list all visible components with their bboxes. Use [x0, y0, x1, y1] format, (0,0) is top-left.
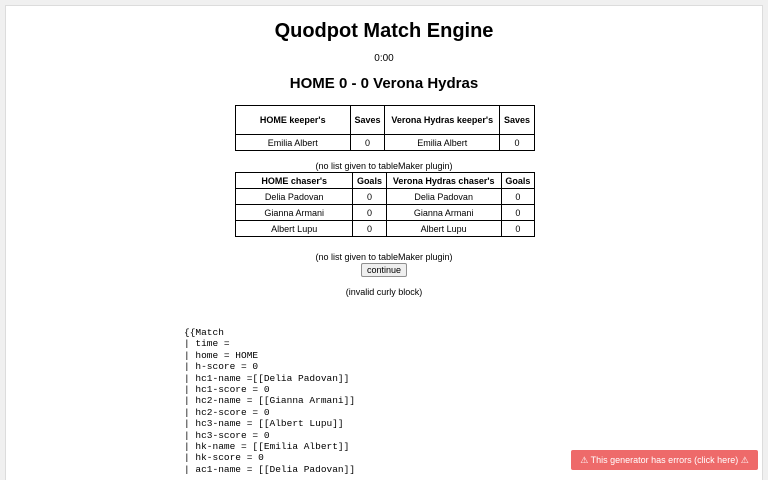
invalid-block-note: (invalid curly block): [345, 287, 423, 297]
away-chaser-name: Delia Padovan: [386, 189, 501, 205]
away-chaser-name: Gianna Armani: [386, 205, 501, 221]
home-keeper-saves: 0: [350, 135, 385, 151]
source-line: | hc1-name =[[Delia Padovan]]: [184, 372, 350, 384]
tablemaker-note: (no list given to tableMaker plugin): [315, 161, 453, 171]
home-chaser-goals: 0: [353, 205, 386, 221]
source-line: | home = HOME: [184, 349, 259, 361]
home-keeper-header: HOME keeper's: [236, 106, 351, 135]
table-row: [236, 221, 535, 237]
home-goals-header: Goals: [353, 173, 386, 189]
home-chaser-goals: 0: [353, 189, 386, 205]
home-chaser-name: Delia Padovan: [236, 189, 353, 205]
source-line: | hc2-score = 0: [184, 406, 270, 418]
home-chaser-name: Gianna Armani: [236, 205, 353, 221]
table-header-row: [236, 106, 535, 135]
source-line: | hc2-name = [[Gianna Armani]]: [184, 395, 356, 407]
scoreline: HOME 0 - 0 Verona Hydras: [289, 75, 479, 92]
tablemaker-note: (no list given to tableMaker plugin): [315, 252, 453, 262]
continue-button[interactable]: continue: [361, 263, 407, 277]
away-saves-header: Saves: [499, 106, 534, 135]
away-chaser-name: Albert Lupu: [386, 221, 501, 237]
away-goals-header: Goals: [501, 173, 534, 189]
table-row: [236, 189, 535, 205]
away-chaser-goals: 0: [501, 221, 534, 237]
home-chaser-name: Albert Lupu: [236, 221, 353, 237]
away-chaser-goals: 0: [501, 189, 534, 205]
chasers-table: [235, 172, 535, 237]
generator-frame: [5, 5, 763, 480]
match-source-code: [184, 327, 355, 475]
home-keeper-name: Emilia Albert: [236, 135, 351, 151]
generator-errors-banner[interactable]: ⚠ This generator has errors (click here) ⚠: [571, 450, 758, 470]
source-line: {{Match: [184, 327, 224, 338]
home-chaser-header: HOME chaser's: [236, 173, 353, 189]
source-line: | hc3-score = 0: [184, 429, 270, 441]
source-line: | hc3-name = [[Albert Lupu]]: [184, 418, 344, 430]
keepers-table: [235, 105, 535, 151]
away-chaser-header: Verona Hydras chaser's: [386, 173, 501, 189]
source-line: | time =: [184, 338, 230, 350]
table-row: [236, 205, 535, 221]
away-keeper-header: Verona Hydras keeper's: [385, 106, 500, 135]
away-keeper-saves: 0: [499, 135, 534, 151]
source-line: | ac1-name = [[Delia Padovan]]: [184, 463, 356, 475]
source-line: | hc1-score = 0: [184, 384, 270, 396]
away-keeper-name: Emilia Albert: [385, 135, 500, 151]
page-title: Quodpot Match Engine: [274, 20, 494, 42]
away-chaser-goals: 0: [501, 205, 534, 221]
source-line: | hk-score = 0: [184, 452, 264, 464]
source-line: | hk-name = [[Emilia Albert]]: [184, 441, 350, 453]
source-line: | h-score = 0: [184, 361, 259, 373]
table-header-row: [236, 173, 535, 189]
home-chaser-goals: 0: [353, 221, 386, 237]
home-saves-header: Saves: [350, 106, 385, 135]
table-row: [236, 135, 535, 151]
match-timer: 0:00: [374, 53, 394, 64]
